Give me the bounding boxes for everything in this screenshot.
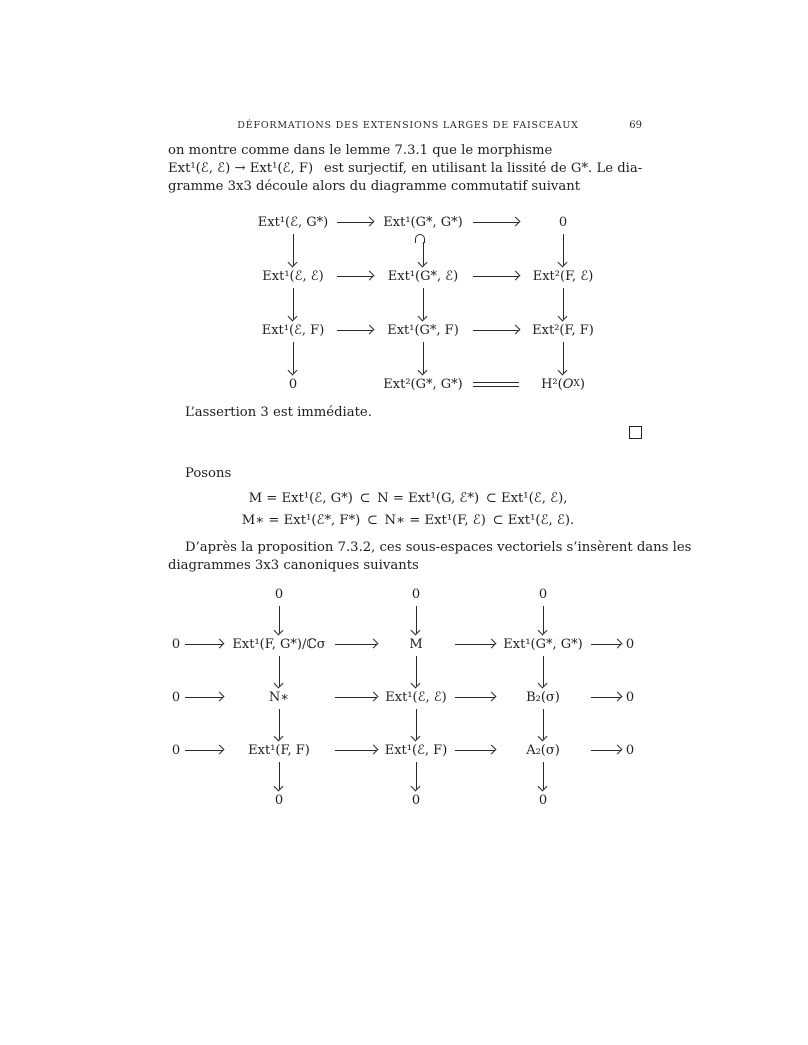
right-arrow xyxy=(473,330,519,331)
down-arrow xyxy=(543,656,544,686)
d1-arrow-cell xyxy=(252,340,334,374)
qed-box xyxy=(629,426,642,439)
spacer xyxy=(332,760,380,790)
assertion-text: L’assertion 3 est immédiate. xyxy=(185,405,372,420)
text-block xyxy=(168,0,692,810)
d1-arrow-cell xyxy=(522,232,604,266)
spacer xyxy=(182,760,226,790)
equation-line-1: M = Ext¹(ℰ, G*) ⊂ N = Ext¹(G, ℰ*) ⊂ Ext¹(ℰ, ℰ), xyxy=(248,491,568,506)
d2-node-zero-top-3: 0 xyxy=(538,586,548,602)
d1-node-ext1-e-gstar: Ext¹(ℰ, G*) xyxy=(257,214,329,230)
spacer xyxy=(182,654,226,687)
spacer xyxy=(624,790,636,810)
d2-node-ext1-e-e: Ext¹(ℰ, ℰ) xyxy=(385,689,447,705)
h2-ox-post: ) xyxy=(579,376,585,392)
down-arrow xyxy=(563,288,564,319)
spacer xyxy=(470,286,522,320)
d2-node-zero-right-2: 0 xyxy=(625,689,635,705)
d2-node-zero-bottom-3: 0 xyxy=(538,792,548,808)
d2-node-zero-top-1: 0 xyxy=(274,586,284,602)
d2-node-zero-left-1: 0 xyxy=(171,636,181,652)
d1-arrow-cell xyxy=(376,286,470,320)
d2-arrow-cell xyxy=(588,740,624,760)
down-arrow xyxy=(279,709,280,739)
d2-node-zero-bottom-1: 0 xyxy=(274,792,284,808)
d1-arrow-cell xyxy=(522,340,604,374)
spacer xyxy=(624,654,636,687)
down-arrow xyxy=(279,606,280,633)
displayed-equations xyxy=(168,488,648,532)
d1-node-ext1-e-f: Ext¹(ℰ, F) xyxy=(261,322,325,338)
right-arrow xyxy=(185,750,223,751)
d1-node-ext2-f-f: Ext²(F, F) xyxy=(532,322,594,338)
down-arrow xyxy=(416,762,417,789)
d2-node-n-star: N∗ xyxy=(268,689,290,705)
d1-arrow-cell xyxy=(376,340,470,374)
spacer xyxy=(452,654,498,687)
d2-arrow-cell xyxy=(498,707,588,740)
paragraph-1-line-2: Ext¹(ℰ, ℰ) → Ext¹(ℰ, F) est surjectif, en utilisant la lissité de G*. Le dia- xyxy=(168,161,643,176)
right-arrow xyxy=(473,222,519,223)
d2-arrow-cell xyxy=(226,707,332,740)
right-arrow xyxy=(335,644,377,645)
d2-node-zero-top-2: 0 xyxy=(411,586,421,602)
d1-arrow-cell xyxy=(252,232,334,266)
right-arrow xyxy=(337,276,373,277)
spacer xyxy=(452,760,498,790)
paragraph-1-line-3: gramme 3x3 découle alors du diagramme commutatif suivant xyxy=(168,179,581,194)
d2-arrow-cell xyxy=(332,634,380,654)
d1-node-ext2-gstar-gstar: Ext²(G*, G*) xyxy=(383,376,463,392)
spacer xyxy=(170,760,182,790)
d1-node-zero-bottom-left: 0 xyxy=(288,376,298,392)
paragraph-2 xyxy=(168,539,692,575)
down-arrow xyxy=(563,342,564,373)
right-arrow xyxy=(473,276,519,277)
commutative-diagram-1 xyxy=(252,212,648,394)
d2-arrow-cell xyxy=(498,654,588,687)
running-head-title: DÉFORMATIONS DES EXTENSIONS LARGES DE FAISCEAUX xyxy=(237,120,579,131)
down-arrow xyxy=(293,342,294,373)
paragraph-2-line-1: D’après la proposition 7.3.2, ces sous-espaces vectoriels s’insèrent dans les xyxy=(185,540,692,555)
d2-arrow-cell xyxy=(452,687,498,707)
qed-row xyxy=(168,426,642,439)
equation-line-2: M∗ = Ext¹(ℰ*, F*) ⊂ N∗ = Ext¹(F, ℰ) ⊂ Ext¹(ℰ, ℰ). xyxy=(241,513,575,528)
script-o: O xyxy=(562,376,574,392)
spacer xyxy=(452,604,498,634)
d2-arrow-cell xyxy=(380,707,452,740)
d1-arrow-cell xyxy=(470,212,522,232)
down-arrow xyxy=(543,606,544,633)
down-arrow xyxy=(293,234,294,265)
spacer xyxy=(588,584,624,604)
d1-node-zero-top-right: 0 xyxy=(558,214,568,230)
down-arrow xyxy=(563,234,564,265)
spacer xyxy=(334,374,376,394)
d2-arrow-cell xyxy=(182,634,226,654)
d2-node-a2-sigma: A₂(σ) xyxy=(526,742,560,758)
down-arrow xyxy=(423,288,424,319)
d2-node-zero-left-2: 0 xyxy=(171,689,181,705)
d2-arrow-cell xyxy=(498,604,588,634)
spacer xyxy=(332,654,380,687)
d2-arrow-cell xyxy=(182,740,226,760)
right-arrow xyxy=(591,644,621,645)
posons-text: Posons xyxy=(185,466,232,481)
h2-ox-pre: H²( xyxy=(541,376,563,392)
spacer xyxy=(588,760,624,790)
d1-equals-cell xyxy=(470,374,522,394)
d1-arrow-cell xyxy=(522,286,604,320)
spacer xyxy=(182,584,226,604)
d1-node-ext1-gstar-f: Ext¹(G*, F) xyxy=(387,322,459,338)
d2-arrow-cell xyxy=(380,760,452,790)
d2-arrow-cell xyxy=(588,634,624,654)
right-arrow xyxy=(337,330,373,331)
right-arrow xyxy=(591,697,621,698)
spacer xyxy=(588,790,624,810)
d2-arrow-cell xyxy=(226,760,332,790)
d1-node-ext1-gstar-gstar: Ext¹(G*, G*) xyxy=(383,214,463,230)
d1-node-ext1-e-e: Ext¹(ℰ, ℰ) xyxy=(262,268,324,284)
d2-node-zero-right-3: 0 xyxy=(625,742,635,758)
spacer xyxy=(470,232,522,266)
right-arrow xyxy=(335,697,377,698)
spacer xyxy=(170,654,182,687)
commutative-diagram-2 xyxy=(170,584,648,810)
spacer xyxy=(170,707,182,740)
d2-arrow-cell xyxy=(452,634,498,654)
spacer xyxy=(624,760,636,790)
equals-connector xyxy=(473,382,519,387)
spacer xyxy=(588,707,624,740)
d1-node-ext2-f-e: Ext²(F, ℰ) xyxy=(532,268,594,284)
down-arrow xyxy=(543,709,544,739)
d2-arrow-cell xyxy=(498,760,588,790)
down-arrow xyxy=(293,288,294,319)
spacer xyxy=(170,584,182,604)
d1-arrow-cell xyxy=(470,320,522,340)
down-arrow xyxy=(279,656,280,686)
d2-node-zero-bottom-2: 0 xyxy=(411,792,421,808)
h2-ox-subscript: X xyxy=(573,378,580,389)
d2-arrow-cell xyxy=(182,687,226,707)
d2-arrow-cell xyxy=(452,740,498,760)
d1-node-ext1-gstar-e: Ext¹(G*, ℰ) xyxy=(387,268,459,284)
right-arrow xyxy=(185,644,223,645)
spacer xyxy=(588,604,624,634)
spacer xyxy=(334,340,376,374)
d1-arrow-cell xyxy=(334,266,376,286)
spacer xyxy=(170,790,182,810)
down-arrow xyxy=(543,762,544,789)
hook-down-arrow xyxy=(423,242,424,265)
spacer xyxy=(182,604,226,634)
spacer xyxy=(334,232,376,266)
right-arrow xyxy=(455,750,495,751)
spacer xyxy=(334,286,376,320)
right-arrow xyxy=(591,750,621,751)
spacer xyxy=(452,584,498,604)
d2-node-ext1-f-gstar-mod-csigma: Ext¹(F, G*)/ℂσ xyxy=(232,636,326,652)
spacer xyxy=(588,654,624,687)
page-number: 69 xyxy=(629,120,642,131)
d2-arrow-cell xyxy=(226,604,332,634)
right-arrow xyxy=(335,750,377,751)
spacer xyxy=(332,790,380,810)
paragraph-1 xyxy=(168,142,648,196)
spacer xyxy=(332,604,380,634)
right-arrow xyxy=(455,697,495,698)
right-arrow xyxy=(455,644,495,645)
d2-arrow-cell xyxy=(588,687,624,707)
spacer xyxy=(624,604,636,634)
spacer xyxy=(332,707,380,740)
d2-node-ext1-f-f: Ext¹(F, F) xyxy=(248,742,310,758)
running-head xyxy=(168,120,648,131)
down-arrow xyxy=(279,762,280,789)
d2-arrow-cell xyxy=(332,740,380,760)
spacer xyxy=(624,584,636,604)
paragraph-2-line-2: diagrammes 3x3 canoniques suivants xyxy=(168,558,419,573)
d1-arrow-cell xyxy=(376,232,470,266)
spacer xyxy=(170,604,182,634)
d2-node-m: M xyxy=(409,636,423,652)
spacer xyxy=(624,707,636,740)
paragraph-1-line-1: on montre comme dans le lemme 7.3.1 que le morphisme xyxy=(168,143,553,158)
right-arrow xyxy=(337,222,373,223)
down-arrow xyxy=(423,342,424,373)
d1-arrow-cell xyxy=(470,266,522,286)
down-arrow xyxy=(416,606,417,633)
d2-node-zero-left-3: 0 xyxy=(171,742,181,758)
spacer xyxy=(452,707,498,740)
right-arrow xyxy=(185,697,223,698)
d1-arrow-cell xyxy=(252,286,334,320)
d2-node-b2-sigma: B₂(σ) xyxy=(526,689,560,705)
d2-arrow-cell xyxy=(380,604,452,634)
down-arrow xyxy=(416,656,417,686)
d2-node-ext1-e-f: Ext¹(ℰ, F) xyxy=(384,742,448,758)
d1-arrow-cell xyxy=(334,212,376,232)
d2-arrow-cell xyxy=(226,654,332,687)
d2-node-zero-right-1: 0 xyxy=(625,636,635,652)
d1-node-h2-ox xyxy=(522,374,604,394)
d2-arrow-cell xyxy=(380,654,452,687)
spacer xyxy=(182,707,226,740)
spacer xyxy=(332,584,380,604)
spacer xyxy=(470,340,522,374)
down-arrow xyxy=(416,709,417,739)
spacer xyxy=(182,790,226,810)
spacer xyxy=(452,790,498,810)
d2-node-ext1-gstar-gstar: Ext¹(G*, G*) xyxy=(503,636,583,652)
d1-arrow-cell xyxy=(334,320,376,340)
d2-arrow-cell xyxy=(332,687,380,707)
